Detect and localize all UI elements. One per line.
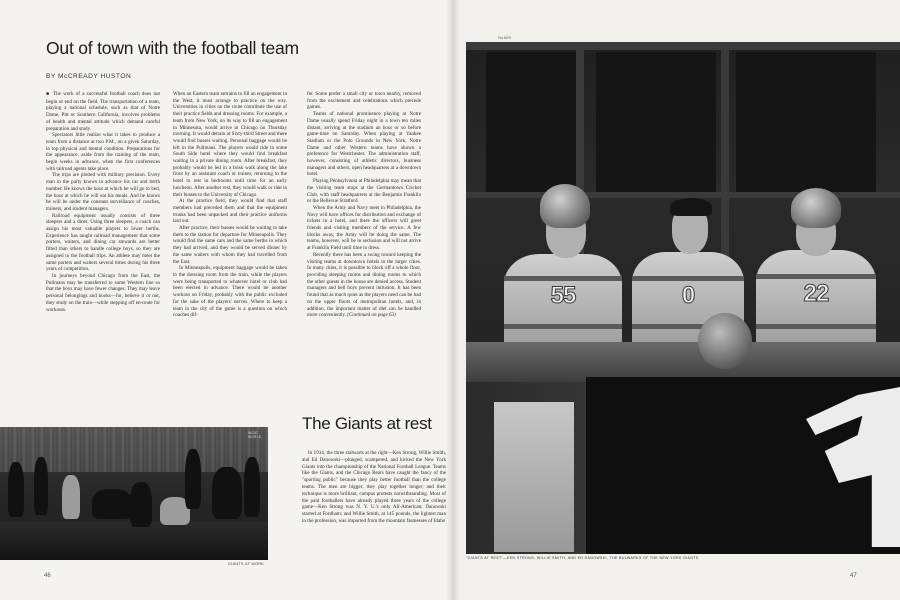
- page-number: 47: [850, 573, 857, 579]
- paragraph: fer. Some prefer a small city or town nearby, removed from the excitement and celebrations which precede games.: [307, 91, 421, 111]
- paragraph: Spectators little realize what it takes to produce a team from a distance at two P.M., on a given Saturday, in top physical and mental condition. Preparations for the appearance, aside from the training of the team, begin weeks in advance, when the first conferences with railroad agents take place.: [46, 132, 160, 172]
- playing-field: [0, 522, 268, 560]
- paragraph: After practice, their busses would be waiting to take them to the station for departure for Minneapolis. They would find the same cars and the same berths in which they had arrived, and they would be served dinner by the same waiters with whom they had travelled from the East.: [173, 225, 287, 265]
- jersey-number: 22: [803, 280, 829, 307]
- jersey-stripe: [756, 324, 876, 329]
- wall-panel: [494, 402, 574, 552]
- player-ken-strong: [504, 182, 622, 352]
- paragraph: [307, 252, 421, 319]
- jersey: [756, 250, 876, 354]
- player-figure: [34, 457, 48, 515]
- paragraph: When the Army and Navy meet in Philadelphia, the Navy will have offices for distribution and exchange of tickets in a hotel, and there the officers will greet friends and visiting members of the service. A few blocks away, the Army will be doing the same. The teams, however, will be in seclusion and will not arrive at Franklin Field until time to dress.: [307, 204, 421, 252]
- paragraph: [46, 91, 160, 132]
- jersey-stripe: [504, 276, 622, 281]
- leather-helmet: [791, 188, 841, 228]
- sidebar-text: [302, 450, 446, 525]
- player-figure: [244, 457, 260, 517]
- paragraph: Railroad equipment usually consists of three sleepers and a diner. Using three sleepers, a coach can assign his most valuable players to lower berths. Experience has taught railroad management that some porters, waiters, and dining car stewards are better fitted than others to handle college boys, so they are assigned to the football trips. An athlete may meet the same porters and waiters several times during his three years of competition.: [46, 212, 160, 273]
- text-column-1: [46, 91, 160, 403]
- paragraph: Playing Pennsylvania at Philadelphia may mean that the visiting team stops at the Germantown Cricket Club, with staff headquarters at the Benjamin Franklin or the Bellevue Stratford.: [307, 178, 421, 205]
- window-pane: [736, 52, 876, 192]
- paragraph: In 1934, the three stalwarts at the right—Ken Strong, Willie Smith, and Ed Danowski—plunged, scampered, and kicked the New York Giants into the championship of the National Football League. Teams like the Giants, and the Chicago Bears have caught the fancy of the "sporting public" because they play better football than the college teams. The men are bigger; they play together longer; and their technique is more brilliant, campus protests notwithstanding. Most of the paid footballers have already played three years of the college game—Ken Strong was N. Y. U.'s only All-American; Danowski starred at Fordham; and Willie Smith, at 145 pounds, the lightest man in the profession, was imported from the mountain fastnesses of Idaho: [302, 450, 446, 524]
- jersey-stripe: [632, 276, 744, 281]
- window-pane: [596, 52, 716, 192]
- sidebar-title: The Giants at rest: [302, 414, 432, 433]
- paragraph-text: The work of a successful football coach does not begin or end on the field. The transportation of a team, playing a national schedule, such as that of Notre Dame, Pitt or Southern California, involves problems of health and mental attitude which demand careful preparation and study.: [46, 91, 160, 132]
- roof-beam: [466, 42, 900, 50]
- leather-helmet: [540, 184, 590, 228]
- paragraph: Teams of national prominence playing at Notre Dame usually spend Friday night in a town ten miles distant, arriving at the stadium an hour or so before game-time on Saturday. When playing at Yankee Stadium or the Polo Grounds in New York, Notre Dame and other Western teams have shown a preference for Westchester. The administration staff, however, consisting of athletic directors, business managers and others, open headquarters at a downtown hotel.: [307, 111, 421, 178]
- photo-caption: GIANTS AT WORK: [228, 562, 265, 566]
- paragraph: In journeys beyond Chicago from the East, the Pullmans may be transferred to some Western line so that the boys may have fewer changes. They may leave personal belongings and books—for, believe it or not, they study on the train—while stepping off en-route for workouts.: [46, 272, 160, 313]
- giants-at-rest-photo: [466, 42, 900, 554]
- jersey: [504, 254, 622, 354]
- player-figure: [130, 482, 152, 527]
- player-figure: [185, 449, 201, 509]
- paragraph: At the practice field, they would find that staff members had preceded them and that the equipment trunks had been unpacked and their practice uniforms laid out.: [173, 198, 287, 225]
- hair: [670, 198, 712, 216]
- player-figure: [62, 475, 80, 519]
- bullet-icon: ■: [46, 92, 50, 97]
- paragraph: When an Eastern team entrains to fill an engagement in the West, it must arrange to practice on the way. Universities in cities on the route contribute the use of their practice fields and dressing rooms. For example, a team from New York, on its way to fill an engagement in Minnesota, would arrive in Chicago on Thursday morning. It would detrain at Sixty-third Street and there would find busses waiting. Personal baggage would be left in the Pullmans. The players would ride to some South Side hotel where they would find breakfast waiting in a private dining room. After breakfast, they probably would be led in a brisk walk along the lake front by an assistant coach or trainer, returning to the hotel to rest in bedrooms until time for an early luncheon. After another rest, they would walk or ride in their busses to the University of Chicago.: [173, 91, 287, 198]
- article-headline: Out of town with the football team: [46, 38, 299, 58]
- page-number: 46: [44, 573, 51, 579]
- photo-caption: "GIANTS AT REST"—KEN STRONG, WILLIE SMITH, AND ED DANOWSKI, THE BULWARKS OF THE NEW YORK GIANTS: [466, 556, 699, 560]
- football-action-photo: [0, 427, 268, 560]
- paragraph: In Minneapolis, equipment baggage would be taken to the dressing room from the train, while the players were being transported to whatever hotel or club had been elected in advance. There would be another workout on Friday, probably with the public excluded for the sake of the players' nerves. Where to keep a team in the city of the game is a question on which coaches dif-: [173, 265, 287, 319]
- player-figure: [212, 467, 242, 519]
- player-figure: [92, 489, 132, 519]
- page-gutter: [446, 0, 460, 600]
- jersey-number: 55: [550, 282, 576, 309]
- continued-note: (Continued on page 63): [347, 312, 396, 319]
- jersey-stripe: [504, 324, 622, 329]
- byline: BY McCREADY HUSTON: [46, 73, 132, 80]
- jersey-stripe: [756, 274, 876, 279]
- stadium-ledge: [466, 342, 900, 382]
- paragraph-text: Recently there has been a swing toward keeping the visiting teams at downtown hotels in the larger cities. In many cities, it is possible to block off a whole floor, providing sleeping rooms and dining rooms to which the other guests in the house are denied access. Student managers and bell boys prevent intrusion. It has been found that as much quiet as the players need can be had on the upper floors of metropolitan hotels, and, in addition, the important matter of diet can be handled more conveniently.: [307, 251, 421, 319]
- player-figure: [8, 462, 24, 517]
- photo-credit: WIDE WORLD: [248, 431, 262, 439]
- football-helmet-held: [698, 313, 752, 369]
- text-column-3: [307, 91, 421, 403]
- jersey-number: 0: [681, 282, 695, 309]
- window-pane: [486, 52, 576, 192]
- text-column-2: [173, 91, 287, 403]
- paragraph: The trips are plotted with military precision. Every man in the party knows in advance his car and berth number. He knows the hour at which he will go to bed, the hour at which he will eat his meals. And he knows he will be under the constant surveillance of coaches, trainers, and student managers.: [46, 172, 160, 212]
- player-ed-danowski: [756, 188, 876, 354]
- photo-credit: PALMER: [498, 36, 511, 40]
